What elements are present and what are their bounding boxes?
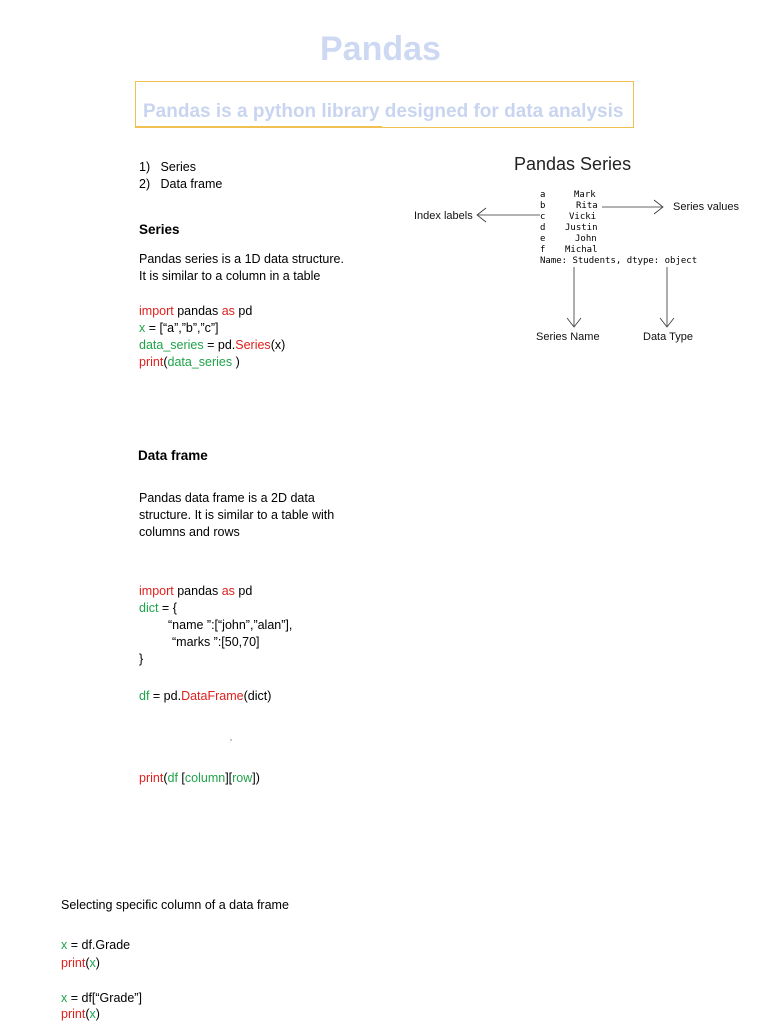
code-text: pandas	[173, 584, 222, 598]
code-keyword: print	[61, 1007, 86, 1021]
series-value: Vicki	[569, 212, 597, 222]
code-keyword: import	[139, 584, 174, 598]
code-line	[139, 688, 271, 705]
dataframe-heading: Data frame	[138, 448, 208, 463]
dataframe-desc-line: Pandas data frame is a 2D data	[139, 491, 315, 505]
code-text: pandas	[173, 304, 222, 318]
data-type-label: Data Type	[643, 331, 693, 343]
code-variable: row	[232, 771, 253, 785]
code-keyword: print	[61, 956, 86, 970]
code-keyword: DataFrame	[181, 689, 244, 703]
index-label: a	[540, 190, 546, 200]
code-text: )	[232, 355, 240, 369]
series-value: Michal	[565, 245, 598, 255]
code-line	[61, 990, 142, 1007]
series-desc-line: Pandas series is a 1D data structure.	[139, 252, 344, 266]
code-keyword: Series	[235, 338, 271, 352]
diagram-title: Pandas Series	[514, 154, 632, 174]
code-text: (x)	[270, 338, 286, 352]
code-line	[139, 770, 260, 787]
code-variable: x	[61, 938, 68, 952]
code-line: “name ”:[“john”,”alan”],	[168, 618, 293, 632]
series-value: John	[575, 234, 597, 244]
code-text: = [“a”,”b”,”c”]	[145, 321, 219, 335]
code-text: [	[177, 771, 185, 785]
code-text: (	[163, 355, 168, 369]
code-line	[139, 600, 177, 617]
code-variable: df	[167, 771, 178, 785]
code-line: “marks ”:[50,70]	[172, 635, 260, 649]
index-label: e	[540, 234, 546, 244]
code-text: (	[85, 956, 90, 970]
stray-mark: ʼ	[230, 738, 232, 748]
series-heading: Series	[139, 222, 180, 237]
tagline: Pandas is a python library designed for data analysis	[143, 101, 624, 122]
code-text: pd	[234, 584, 253, 598]
code-text: )	[95, 956, 100, 970]
code-variable: dict	[139, 601, 159, 615]
code-text: (	[163, 771, 168, 785]
code-keyword: as	[221, 304, 235, 318]
code-line	[139, 583, 252, 600]
code-line: }	[139, 652, 144, 666]
code-text: (	[85, 1007, 90, 1021]
code-line	[61, 937, 130, 954]
code-line	[61, 1006, 100, 1023]
code-text: (dict)	[243, 689, 272, 703]
index-labels-label: Index labels	[414, 210, 473, 222]
dataframe-desc-line: columns and rows	[139, 525, 240, 539]
series-desc-line: It is similar to a column in a table	[139, 269, 321, 283]
code-variable: df	[139, 689, 150, 703]
code-variable: x	[139, 321, 146, 335]
code-text: = pd.	[203, 338, 236, 352]
index-label: c	[540, 212, 546, 222]
code-line	[61, 955, 100, 972]
code-variable: column	[184, 771, 226, 785]
code-variable: data_series	[167, 355, 233, 369]
code-text: )	[95, 1007, 100, 1021]
code-text: = df[“Grade”]	[67, 991, 142, 1005]
list-item: 1) Series	[139, 160, 196, 174]
code-variable: x	[61, 991, 68, 1005]
code-text: ])	[252, 771, 260, 785]
series-meta: Name: Students, dtype: object	[540, 256, 698, 266]
dataframe-desc-line: structure. It is similar to a table with	[139, 508, 335, 522]
code-keyword: print	[139, 771, 164, 785]
series-name-label: Series Name	[536, 331, 600, 343]
code-variable: x	[89, 956, 96, 970]
page-title: Pandas	[320, 30, 441, 68]
selecting-heading: Selecting specific column of a data frame	[61, 898, 289, 912]
code-text: = df.Grade	[67, 938, 131, 952]
series-value: Rita	[576, 201, 598, 211]
series-value: Mark	[574, 190, 596, 200]
index-label: f	[540, 245, 546, 255]
index-label: b	[540, 201, 546, 211]
code-text: = {	[158, 601, 177, 615]
series-values-label: Series values	[673, 201, 740, 213]
code-keyword: import	[139, 304, 174, 318]
code-variable: data_series	[139, 338, 204, 352]
code-variable: x	[89, 1007, 96, 1021]
index-label: d	[540, 223, 546, 233]
code-keyword: as	[221, 584, 235, 598]
code-text: pd	[234, 304, 253, 318]
code-text: ][	[225, 771, 233, 785]
series-value: Justin	[565, 223, 598, 233]
list-item: 2) Data frame	[139, 177, 223, 191]
code-keyword: print	[139, 355, 164, 369]
code-text: = pd.	[149, 689, 182, 703]
